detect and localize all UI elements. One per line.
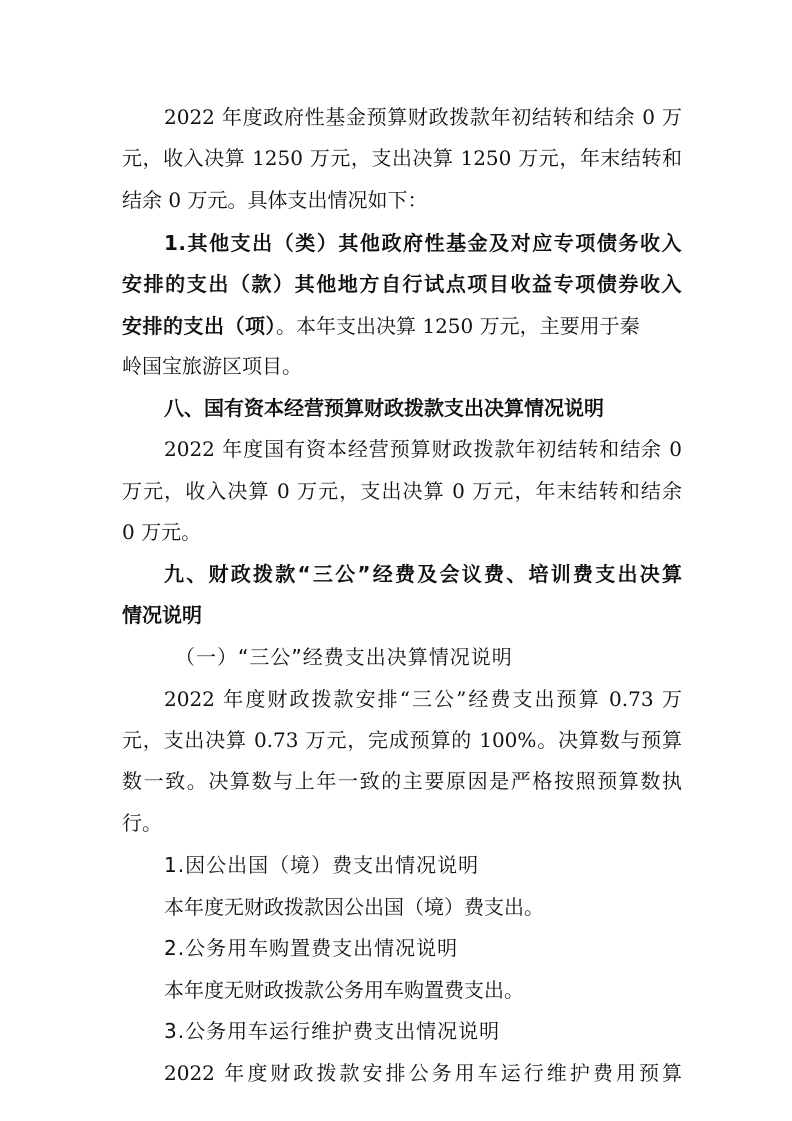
paragraph-line: 2022 年度国有资本经营预算财政拨款年初结转和结余 0 (164, 437, 682, 461)
paragraph-line: 万元，收入决算 0 万元，支出决算 0 万元，年末结转和结余 (122, 479, 682, 503)
paragraph-line: 本年度无财政拨款公务用车购置费支出。 (164, 978, 524, 1002)
normal-text: 。本年支出决算 1250 万元，主要用于秦 (276, 314, 640, 338)
paragraph-line: 结余 0 万元。具体支出情况如下： (122, 188, 428, 212)
paragraph-line: 0 万元。 (122, 520, 202, 544)
paragraph-line: 2022 年度财政拨款安排公务用车运行维护费用预算 (164, 1061, 682, 1085)
paragraph-line: 2022 年度财政拨款安排“三公”经费支出预算 0.73 万 (164, 687, 682, 711)
paragraph-line: 安排的支出（款）其他地方自行试点项目收益专项债券收入 (122, 272, 682, 296)
paragraph-line: 本年度无财政拨款因公出国（境）费支出。 (164, 895, 544, 919)
bold-text: 安排的支出（项） (122, 314, 276, 338)
item-heading: 1.因公出国（境）费支出情况说明 (164, 853, 480, 877)
paragraph-line: 岭国宝旅游区项目。 (122, 354, 302, 378)
paragraph-line: 1.其他支出（类）其他政府性基金及对应专项债务收入 (164, 231, 682, 255)
section-heading: 九、财政拨款“三公”经费及会议费、培训费支出决算 (164, 562, 682, 586)
item-heading: 3.公务用车运行维护费支出情况说明 (164, 1019, 501, 1043)
subsection-heading: （一）“三公”经费支出决算情况说明 (175, 645, 513, 669)
item-heading: 2.公务用车购置费支出情况说明 (164, 936, 459, 960)
paragraph-line: 行。 (122, 811, 162, 835)
section-heading: 八、国有资本经营预算财政拨款支出决算情况说明 (164, 396, 604, 420)
paragraph-line: 元，支出决算 0.73 万元，完成预算的 100%。决算数与预算 (122, 728, 682, 752)
paragraph-line-mixed (122, 311, 682, 341)
paragraph-line: 元，收入决算 1250 万元，支出决算 1250 万元，年末结转和 (122, 146, 682, 170)
paragraph-line: 数一致。决算数与上年一致的主要原因是严格按照预算数执 (122, 769, 682, 793)
section-heading: 情况说明 (122, 603, 202, 627)
paragraph-line: 2022 年度政府性基金预算财政拨款年初结转和结余 0 万 (164, 105, 682, 129)
